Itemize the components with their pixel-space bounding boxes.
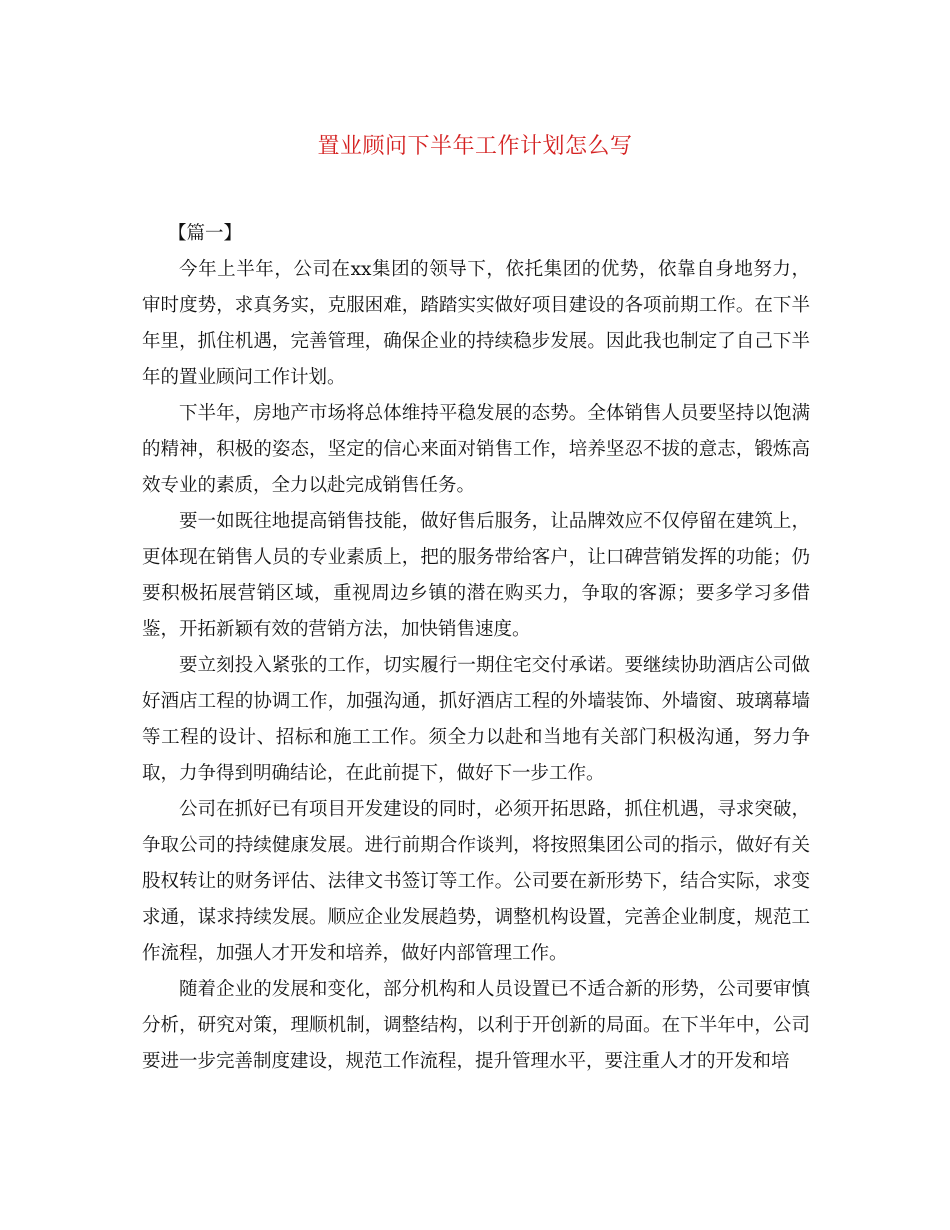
paragraph-4: 要立刻投入紧张的工作，切实履行一期住宅交付承诺。要继续协助酒店公司做好酒店工程的协调工作，加强沟通，抓好酒店工程的外墙装饰、外墙窗、玻璃幕墙等工程的设计、招标和施工工作。须全力以赴和当地有关部门积极沟通，努力争取，力争得到明确结论，在此前提下，做好下一步工作。 bbox=[142, 655, 810, 784]
paragraph-2: 下半年，房地产市场将总体维持平稳发展的态势。全体销售人员要坚持以饱满的精神，积极的姿态，坚定的信心来面对销售工作，培养坚忍不拔的意志，锻炼高效专业的素质，全力以赴完成销售任务。 bbox=[142, 403, 810, 496]
paragraph-6: 随着企业的发展和变化，部分机构和人员设置已不适合新的形势，公司要审慎分析，研究对策，理顺机制，调整结构，以利于开创新的局面。在下半年中，公司要进一步完善制度建设，规范工作流程，提升管理水平，要注重人才的开发和培 bbox=[142, 979, 810, 1072]
paragraph-5: 公司在抓好已有项目开发建设的同时，必须开拓思路，抓住机遇，寻求突破，争取公司的持续健康发展。进行前期合作谈判，将按照集团公司的指示，做好有关股权转让的财务评估、法律文书签订等工作。公司要在新形势下，结合实际，求变求通，谋求持续发展。顺应企业发展趋势，调整机构设置，完善企业制度，规范工作流程，加强人才开发和培养，做好内部管理工作。 bbox=[142, 799, 810, 964]
document-body bbox=[142, 216, 810, 1080]
section-label: 【篇一】 bbox=[168, 223, 243, 244]
document-title: 置业顾问下半年工作计划怎么写 bbox=[317, 134, 633, 159]
paragraph-3: 要一如既往地提高销售技能，做好售后服务，让品牌效应不仅停留在建筑上，更体现在销售人员的专业素质上，把的服务带给客户，让口碑营销发挥的功能；仍要积极拓展营销区域，重视周边乡镇的潜在购买力，争取的客源；要多学习多借鉴，开拓新颖有效的营销方法，加快销售速度。 bbox=[142, 511, 810, 640]
paragraph-1: 今年上半年，公司在xx集团的领导下，依托集团的优势，依靠自身地努力，审时度势，求真务实，克服困难，踏踏实实做好项目建设的各项前期工作。在下半年里，抓住机遇，完善管理，确保企业的持续稳步发展。因此我也制定了自己下半年的置业顾问工作计划。 bbox=[142, 259, 810, 388]
